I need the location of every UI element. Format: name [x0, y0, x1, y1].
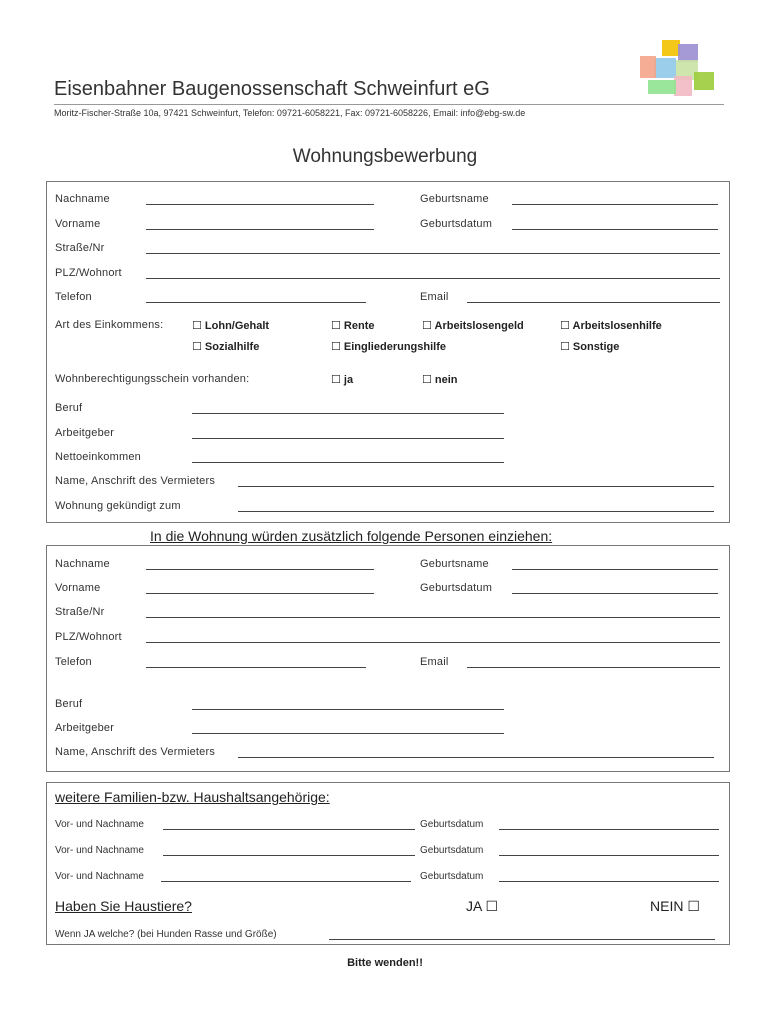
field-vermieter[interactable] — [238, 486, 714, 487]
additional-persons-heading: In die Wohnung würden zusätzlich folgende Personen einziehen: — [150, 528, 553, 544]
family-heading: weitere Familien-bzw. Haushaltsangehörige: — [55, 789, 330, 805]
label-family-name-1: Vor- und Nachname — [55, 819, 144, 830]
label-vermieter: Name, Anschrift des Vermieters — [55, 475, 216, 487]
field-beruf[interactable] — [192, 413, 504, 414]
organization-address: Moritz-Fischer-Straße 10a, 97421 Schweinfurt, Telefon: 09721-6058221, Fax: 09721-6058226, Email: info@ebg-sw.de — [54, 108, 526, 118]
checkbox-arbeitslosenhilfe[interactable]: ☐ Arbeitslosenhilfe — [560, 320, 662, 332]
checkbox-wbs-nein[interactable]: ☐ nein — [422, 374, 458, 386]
footer-note: Bitte wenden!! — [347, 957, 423, 969]
label-strasse: Straße/Nr — [55, 242, 105, 254]
label-plz: PLZ/Wohnort — [55, 267, 122, 279]
field-gekuendigt[interactable] — [238, 511, 714, 512]
field-plz-2[interactable] — [146, 642, 720, 643]
field-arbeitgeber-2[interactable] — [192, 733, 504, 734]
label-telefon: Telefon — [55, 291, 92, 303]
label-wbs: Wohnberechtigungsschein vorhanden: — [55, 373, 250, 385]
label-nachname: Nachname — [55, 193, 110, 205]
label-beruf-2: Beruf — [55, 698, 83, 710]
field-geburtsdatum[interactable] — [512, 229, 718, 230]
field-vermieter-2[interactable] — [238, 757, 714, 758]
label-arbeitgeber: Arbeitgeber — [55, 427, 115, 439]
checkbox-pets-nein[interactable]: NEIN ☐ — [650, 898, 700, 914]
field-email[interactable] — [467, 302, 720, 303]
label-vermieter-2: Name, Anschrift des Vermieters — [55, 746, 216, 758]
label-nachname-2: Nachname — [55, 558, 110, 570]
label-family-date-1: Geburtsdatum — [420, 819, 484, 830]
label-plz-2: PLZ/Wohnort — [55, 631, 122, 643]
field-plz[interactable] — [146, 278, 720, 279]
field-family-name-1[interactable] — [163, 829, 415, 830]
logo-square — [654, 58, 676, 78]
label-geburtsdatum: Geburtsdatum — [420, 218, 493, 230]
page-title: Wohnungsbewerbung — [292, 146, 478, 167]
field-telefon-2[interactable] — [146, 667, 366, 668]
field-telefon[interactable] — [146, 302, 366, 303]
field-geburtsdatum-2[interactable] — [512, 593, 718, 594]
field-vorname[interactable] — [146, 229, 374, 230]
label-geburtsname: Geburtsname — [420, 193, 489, 205]
checkbox-eingliederungshilfe[interactable]: ☐ Eingliederungshilfe — [331, 341, 446, 353]
checkbox-pets-ja[interactable]: JA ☐ — [466, 898, 499, 914]
label-vorname-2: Vorname — [55, 582, 101, 594]
field-family-name-2[interactable] — [163, 855, 415, 856]
field-arbeitgeber[interactable] — [192, 438, 504, 439]
label-beruf: Beruf — [55, 402, 83, 414]
field-family-name-3[interactable] — [161, 881, 411, 882]
header-divider — [54, 104, 724, 105]
logo-square — [694, 72, 714, 90]
label-nettoeinkommen: Nettoeinkommen — [55, 451, 141, 463]
label-email-2: Email — [420, 656, 449, 668]
field-beruf-2[interactable] — [192, 709, 504, 710]
checkbox-wbs-ja[interactable]: ☐ ja — [331, 374, 354, 386]
checkbox-arbeitslosengeld[interactable]: ☐ Arbeitslosengeld — [422, 320, 524, 332]
label-strasse-2: Straße/Nr — [55, 606, 105, 618]
logo-square — [648, 80, 676, 94]
label-gekuendigt: Wohnung gekündigt zum — [55, 500, 181, 512]
label-geburtsname-2: Geburtsname — [420, 558, 489, 570]
label-einkommen: Art des Einkommens: — [55, 319, 164, 331]
pets-heading: Haben Sie Haustiere? — [55, 898, 192, 914]
field-nachname[interactable] — [146, 204, 374, 205]
field-vorname-2[interactable] — [146, 593, 374, 594]
logo-square — [640, 56, 656, 78]
field-family-date-1[interactable] — [499, 829, 719, 830]
field-pets-which[interactable] — [329, 939, 715, 940]
checkbox-lohn-gehalt[interactable]: ☐ Lohn/Gehalt — [192, 320, 270, 332]
label-family-name-2: Vor- und Nachname — [55, 845, 144, 856]
label-pets-which: Wenn JA welche? (bei Hunden Rasse und Größe) — [55, 929, 277, 940]
label-vorname: Vorname — [55, 218, 101, 230]
family-section — [46, 782, 730, 945]
label-arbeitgeber-2: Arbeitgeber — [55, 722, 115, 734]
label-family-date-2: Geburtsdatum — [420, 845, 484, 856]
field-family-date-2[interactable] — [499, 855, 719, 856]
field-nettoeinkommen[interactable] — [192, 462, 504, 463]
field-geburtsname-2[interactable] — [512, 569, 718, 570]
field-strasse-2[interactable] — [146, 617, 720, 618]
field-family-date-3[interactable] — [499, 881, 719, 882]
label-family-name-3: Vor- und Nachname — [55, 871, 144, 882]
additional-person-section — [46, 545, 730, 772]
field-strasse[interactable] — [146, 253, 720, 254]
checkbox-rente[interactable]: ☐ Rente — [331, 320, 375, 332]
label-family-date-3: Geburtsdatum — [420, 871, 484, 882]
field-email-2[interactable] — [467, 667, 720, 668]
label-geburtsdatum-2: Geburtsdatum — [420, 582, 493, 594]
field-nachname-2[interactable] — [146, 569, 374, 570]
logo-square — [674, 76, 692, 96]
organization-name: Eisenbahner Baugenossenschaft Schweinfurt eG — [54, 78, 490, 100]
checkbox-sonstige[interactable]: ☐ Sonstige — [560, 341, 620, 353]
label-email: Email — [420, 291, 449, 303]
checkbox-sozialhilfe[interactable]: ☐ Sozialhilfe — [192, 341, 260, 353]
logo — [640, 38, 716, 100]
label-telefon-2: Telefon — [55, 656, 92, 668]
field-geburtsname[interactable] — [512, 204, 718, 205]
